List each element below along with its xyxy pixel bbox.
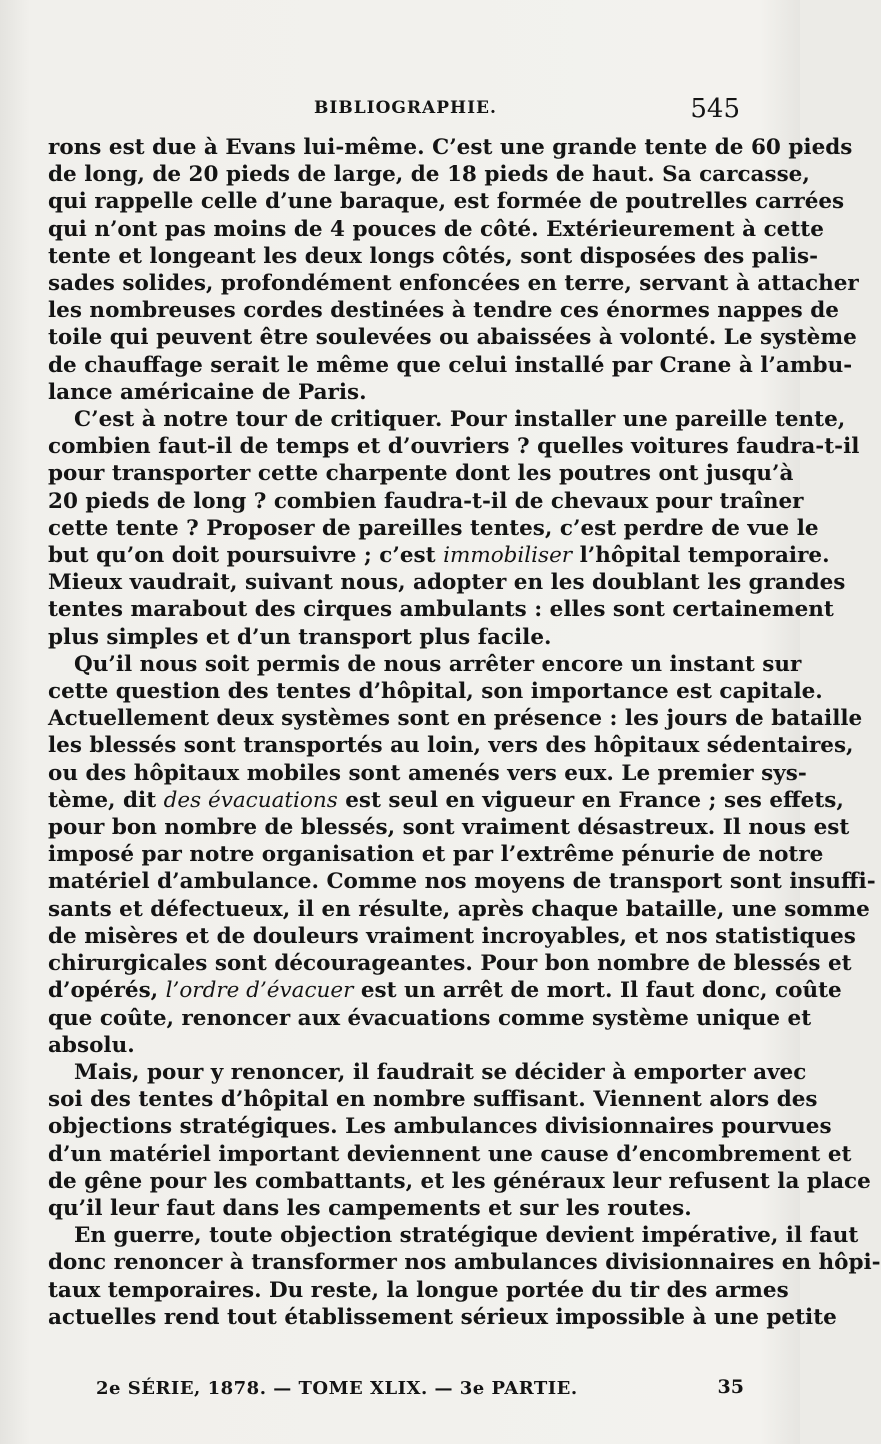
text-line: sants et défectueux, il en résulte, après chaque bataille, une somme <box>48 896 870 922</box>
text-line: pour transporter cette charpente dont les poutres ont jusqu’à <box>48 461 794 487</box>
text-line-with-emphasis <box>48 542 830 569</box>
text-line: cette tente ? Proposer de pareilles tentes, c’est perdre de vue le <box>48 515 819 541</box>
text-line: de long, de 20 pieds de large, de 18 pieds de haut. Sa carcasse, <box>48 162 810 188</box>
text-line: combien faut-il de temps et d’ouvriers ? quelles voitures faudra-t-il <box>48 434 860 460</box>
page-footer <box>96 1378 744 1408</box>
text-line: matériel d’ambulance. Comme nos moyens de transport sont insuffi- <box>48 869 876 895</box>
running-title: BIBLIOGRAPHIE. <box>314 98 497 118</box>
paragraph-2 <box>48 406 860 651</box>
text-line: C’est à notre tour de critiquer. Pour installer une pareille tente, <box>74 407 846 433</box>
text-line: chirurgicales sont décourageantes. Pour bon nombre de blessés et <box>48 951 852 977</box>
printer-signature: 2e SÉRIE, 1878. — TOME XLIX. — 3e PARTIE. <box>96 1378 578 1399</box>
text-line: donc renoncer à transformer nos ambulances divisionnaires en hôpi- <box>48 1250 881 1276</box>
text-line: lance américaine de Paris. <box>48 379 367 405</box>
text-line: pour bon nombre de blessés, sont vraiment désastreux. Il nous est <box>48 815 850 841</box>
text-line-with-emphasis <box>48 787 844 814</box>
text-line: soi des tentes d’hôpital en nombre suffisant. Viennent alors des <box>48 1087 818 1113</box>
text-line: imposé par notre organisation et par l’extrême pénurie de notre <box>48 842 824 868</box>
text-line: Mieux vaudrait, suivant nous, adopter en les doublant les grandes <box>48 570 846 596</box>
sheet-number: 35 <box>717 1376 744 1398</box>
text-line-with-emphasis <box>48 977 842 1004</box>
paragraph-1 <box>48 134 859 406</box>
text-line: Mais, pour y renoncer, il faudrait se décider à emporter avec <box>74 1059 807 1085</box>
page-header <box>46 94 748 132</box>
text-run: but qu’on doit poursuivre ; c’est <box>48 543 444 569</box>
text-line: de chauffage serait le même que celui installé par Crane à l’ambu- <box>48 352 853 378</box>
text-line: cette question des tentes d’hôpital, son importance est capitale. <box>48 679 823 705</box>
emphasis-ordre-devacuer: l’ordre d’évacuer <box>165 978 354 1004</box>
text-line: ou des hôpitaux mobiles sont amenés vers eux. Le premier sys- <box>48 760 807 786</box>
text-line: les nombreuses cordes destinées à tendre ces énormes nappes de <box>48 298 839 324</box>
text-line: tentes marabout des cirques ambulants : elles sont certainement <box>48 597 834 623</box>
text-line: de gêne pour les combattants, et les généraux leur refusent la place <box>48 1168 871 1194</box>
text-line: qui n’ont pas moins de 4 pouces de côté. Extérieurement à cette <box>48 216 824 242</box>
text-line: qu’il leur faut dans les campements et sur les routes. <box>48 1195 692 1221</box>
text-line: 20 pieds de long ? combien faudra-t-il de chevaux pour traîner <box>48 488 804 514</box>
text-run: tème, dit <box>48 787 164 813</box>
text-run: l’hôpital temporaire. <box>572 543 830 569</box>
text-line: objections stratégiques. Les ambulances divisionnaires pourvues <box>48 1114 832 1140</box>
text-line: les blessés sont transportés au loin, vers des hôpitaux sédentaires, <box>48 733 854 759</box>
text-run: est seul en vigueur en France ; ses effets, <box>337 787 844 813</box>
page-number: 545 <box>690 94 740 124</box>
paragraph-3 <box>48 651 876 1059</box>
text-line: de misères et de douleurs vraiment incroyables, et nos statistiques <box>48 923 856 949</box>
text-line: plus simples et d’un transport plus facile. <box>48 624 552 650</box>
text-line: tente et longeant les deux longs côtés, sont disposées des palis- <box>48 243 819 269</box>
paragraph-5 <box>48 1222 881 1331</box>
text-line: toile qui peuvent être soulevées ou abaissées à volonté. Le système <box>48 325 857 351</box>
text-line: En guerre, toute objection stratégique devient impérative, il faut <box>74 1223 859 1249</box>
text-line: qui rappelle celle d’une baraque, est formée de poutrelles carrées <box>48 189 845 215</box>
text-line: Qu’il nous soit permis de nous arrêter encore un instant sur <box>74 651 802 677</box>
text-line: Actuellement deux systèmes sont en présence : les jours de bataille <box>48 706 863 732</box>
text-line: sades solides, profondément enfoncées en terre, servant à attacher <box>48 271 859 297</box>
text-run: est un arrêt de mort. Il faut donc, coûte <box>353 978 842 1004</box>
text-line: absolu. <box>48 1032 135 1058</box>
text-line: que coûte, renoncer aux évacuations comme système unique et <box>48 1005 812 1031</box>
text-line: d’un matériel important deviennent une cause d’encombrement et <box>48 1141 852 1167</box>
paragraph-4 <box>48 1059 871 1222</box>
text-line: rons est due à Evans lui-même. C’est une grande tente de 60 pieds <box>48 135 853 160</box>
body-text <box>48 134 881 1331</box>
text-run: d’opérés, <box>48 978 166 1004</box>
emphasis-immobiliser: immobiliser <box>443 543 573 569</box>
text-line: taux temporaires. Du reste, la longue portée du tir des armes <box>48 1277 789 1303</box>
emphasis-des-evacuations: des évacuations <box>163 787 338 813</box>
text-line: actuelles rend tout établissement sérieux impossible à une petite <box>48 1304 837 1330</box>
